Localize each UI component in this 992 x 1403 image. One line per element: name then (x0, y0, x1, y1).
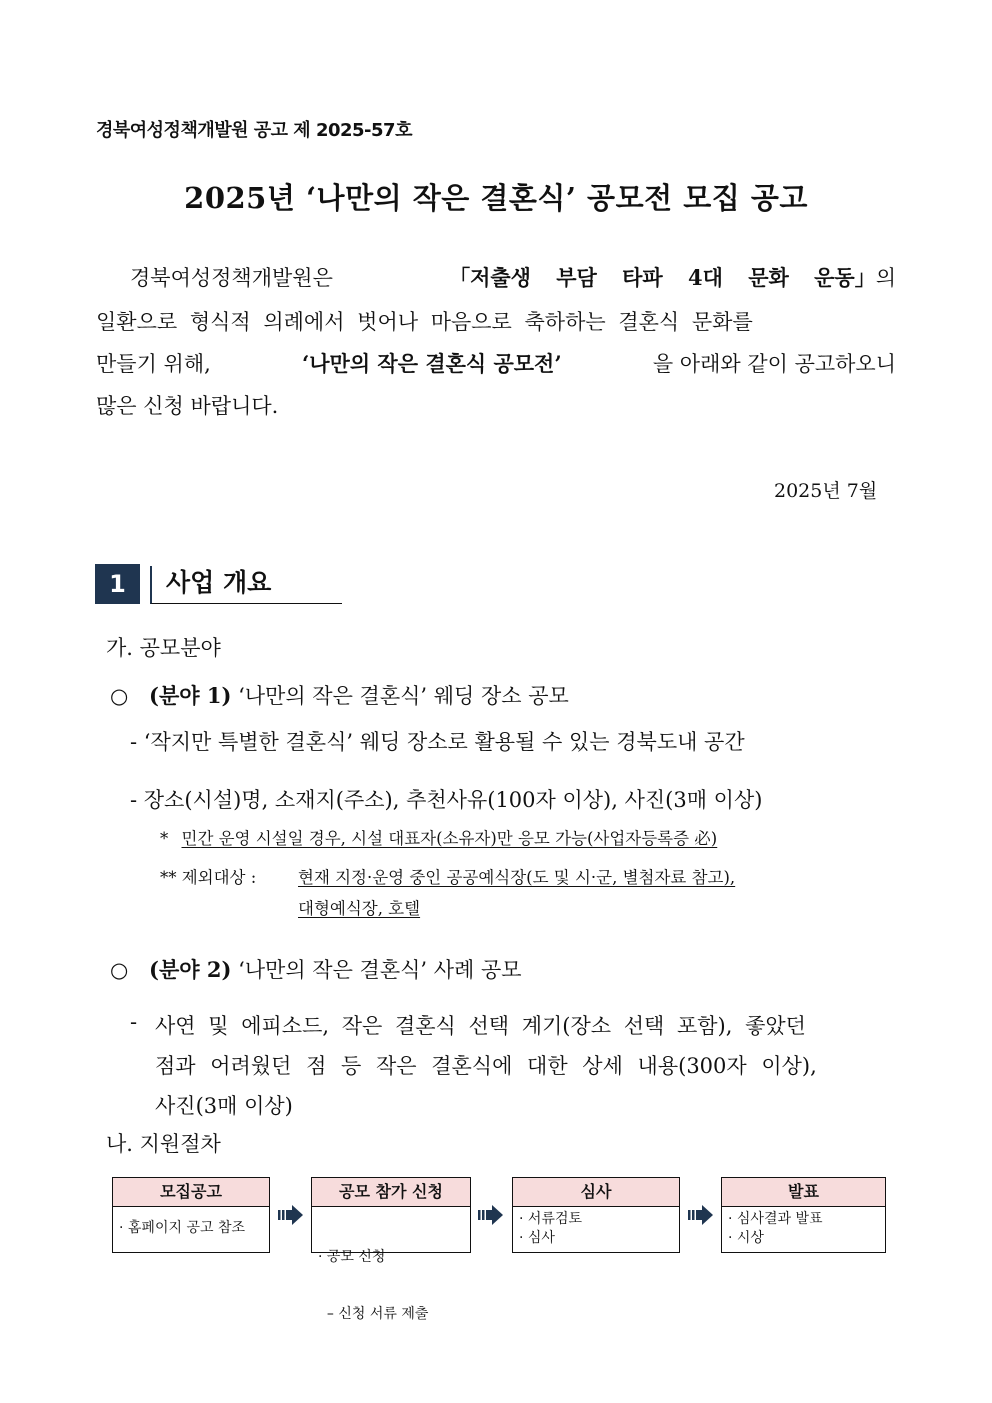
note-1-text: 민간 운영 시설일 경우, 시설 대표자(소유자)만 응모 가능(사업자등록증 必) (181, 829, 718, 848)
note-1 (160, 825, 717, 849)
field2-line-1: 사연 및 에피소드, 작은 결혼식 선택 계기(장소 선택 포함), 좋았던 (155, 1014, 806, 1038)
flow-step-announcement (112, 1177, 270, 1253)
flow-step-title: 모집공고 (113, 1178, 269, 1207)
flow-step-title: 심사 (513, 1178, 679, 1207)
flow-step-application (311, 1177, 471, 1322)
flow-step-item: · 공모 신청 (318, 1249, 386, 1265)
flow-step-item: · 심사 (519, 1230, 555, 1246)
intro-line-3 (96, 348, 896, 378)
page-title: 2025년 ‘나만의 작은 결혼식’ 공모전 모집 공고 (184, 181, 808, 215)
note-mark: * (160, 829, 169, 848)
flow-step-item: · 홈페이지 공고 참조 (119, 1220, 245, 1236)
field1-label: (분야 1) (149, 683, 232, 708)
field1-item-1: - ‘작지만 특별한 결혼식’ 웨딩 장소로 활용될 수 있는 경북도내 공간 (130, 730, 745, 754)
section-title: 사업 개요 (150, 566, 342, 604)
field1-heading (110, 680, 569, 710)
notice-number: 경북여성정책개발원 공고 제 2025-57호 (96, 120, 412, 141)
subsection-na: 나. 지원절차 (106, 1132, 221, 1156)
intro-contest-name: ‘나만의 작은 결혼식 공모전’ (301, 351, 562, 376)
field2-line-3: 사진(3매 이상) (155, 1094, 293, 1118)
flow-step-item: – 신청 서류 제출 (318, 1306, 429, 1322)
intro-line-4: 많은 신청 바랍니다. (96, 394, 279, 418)
field2-dash: - (130, 1010, 138, 1034)
intro-line-2: 일환으로 형식적 의례에서 벗어나 마음으로 축하하는 결혼식 문화를 (96, 310, 753, 334)
note-2-line-1: 현재 지정·운영 중인 공공예식장(도 및 시·군, 별첨자료 참고), (298, 868, 736, 887)
intro-text: 만들기 위해, (96, 352, 211, 376)
field2-heading (110, 954, 522, 984)
intro-line-1 (96, 262, 896, 292)
note-2-mark: ** 제외대상 : (160, 868, 257, 887)
flow-step-item: · 시상 (728, 1230, 764, 1246)
circle-bullet-icon: ○ (110, 958, 129, 982)
flow-step-announcement-result (721, 1177, 886, 1253)
flow-step-item: · 서류검토 (519, 1211, 582, 1227)
field2-text: ‘나만의 작은 결혼식’ 사례 공모 (238, 958, 522, 982)
field1-item-2: - 장소(시설)명, 소재지(주소), 추천사유(100자 이상), 사진(3매 이상) (130, 788, 763, 812)
note-2-line-2: 대형예식장, 호텔 (298, 899, 421, 918)
notice-date: 2025년 7월 (774, 480, 878, 502)
arrow-right-icon (278, 1203, 304, 1227)
flow-step-title: 발표 (722, 1178, 885, 1207)
circle-bullet-icon: ○ (110, 684, 129, 708)
flow-step-item: · 심사결과 발표 (728, 1211, 823, 1227)
field2-line-2: 점과 어려웠던 점 등 작은 결혼식에 대한 상세 내용(300자 이상), (155, 1054, 817, 1078)
arrow-right-icon (478, 1203, 504, 1227)
field2-label: (분야 2) (149, 957, 232, 982)
section-number-badge: 1 (95, 564, 140, 604)
arrow-right-icon (688, 1203, 714, 1227)
intro-text: 의 (875, 266, 896, 290)
flow-step-title: 공모 참가 신청 (312, 1178, 470, 1207)
intro-campaign: 「저출생 부담 타파 4대 문화 운동」 (449, 265, 876, 290)
intro-text: 을 아래와 같이 공고하오니 (652, 352, 896, 376)
field1-text: ‘나만의 작은 결혼식’ 웨딩 장소 공모 (238, 684, 569, 708)
intro-text: 경북여성정책개발원은 (130, 266, 333, 290)
flow-step-review (512, 1177, 680, 1253)
subsection-ga: 가. 공모분야 (106, 636, 221, 660)
